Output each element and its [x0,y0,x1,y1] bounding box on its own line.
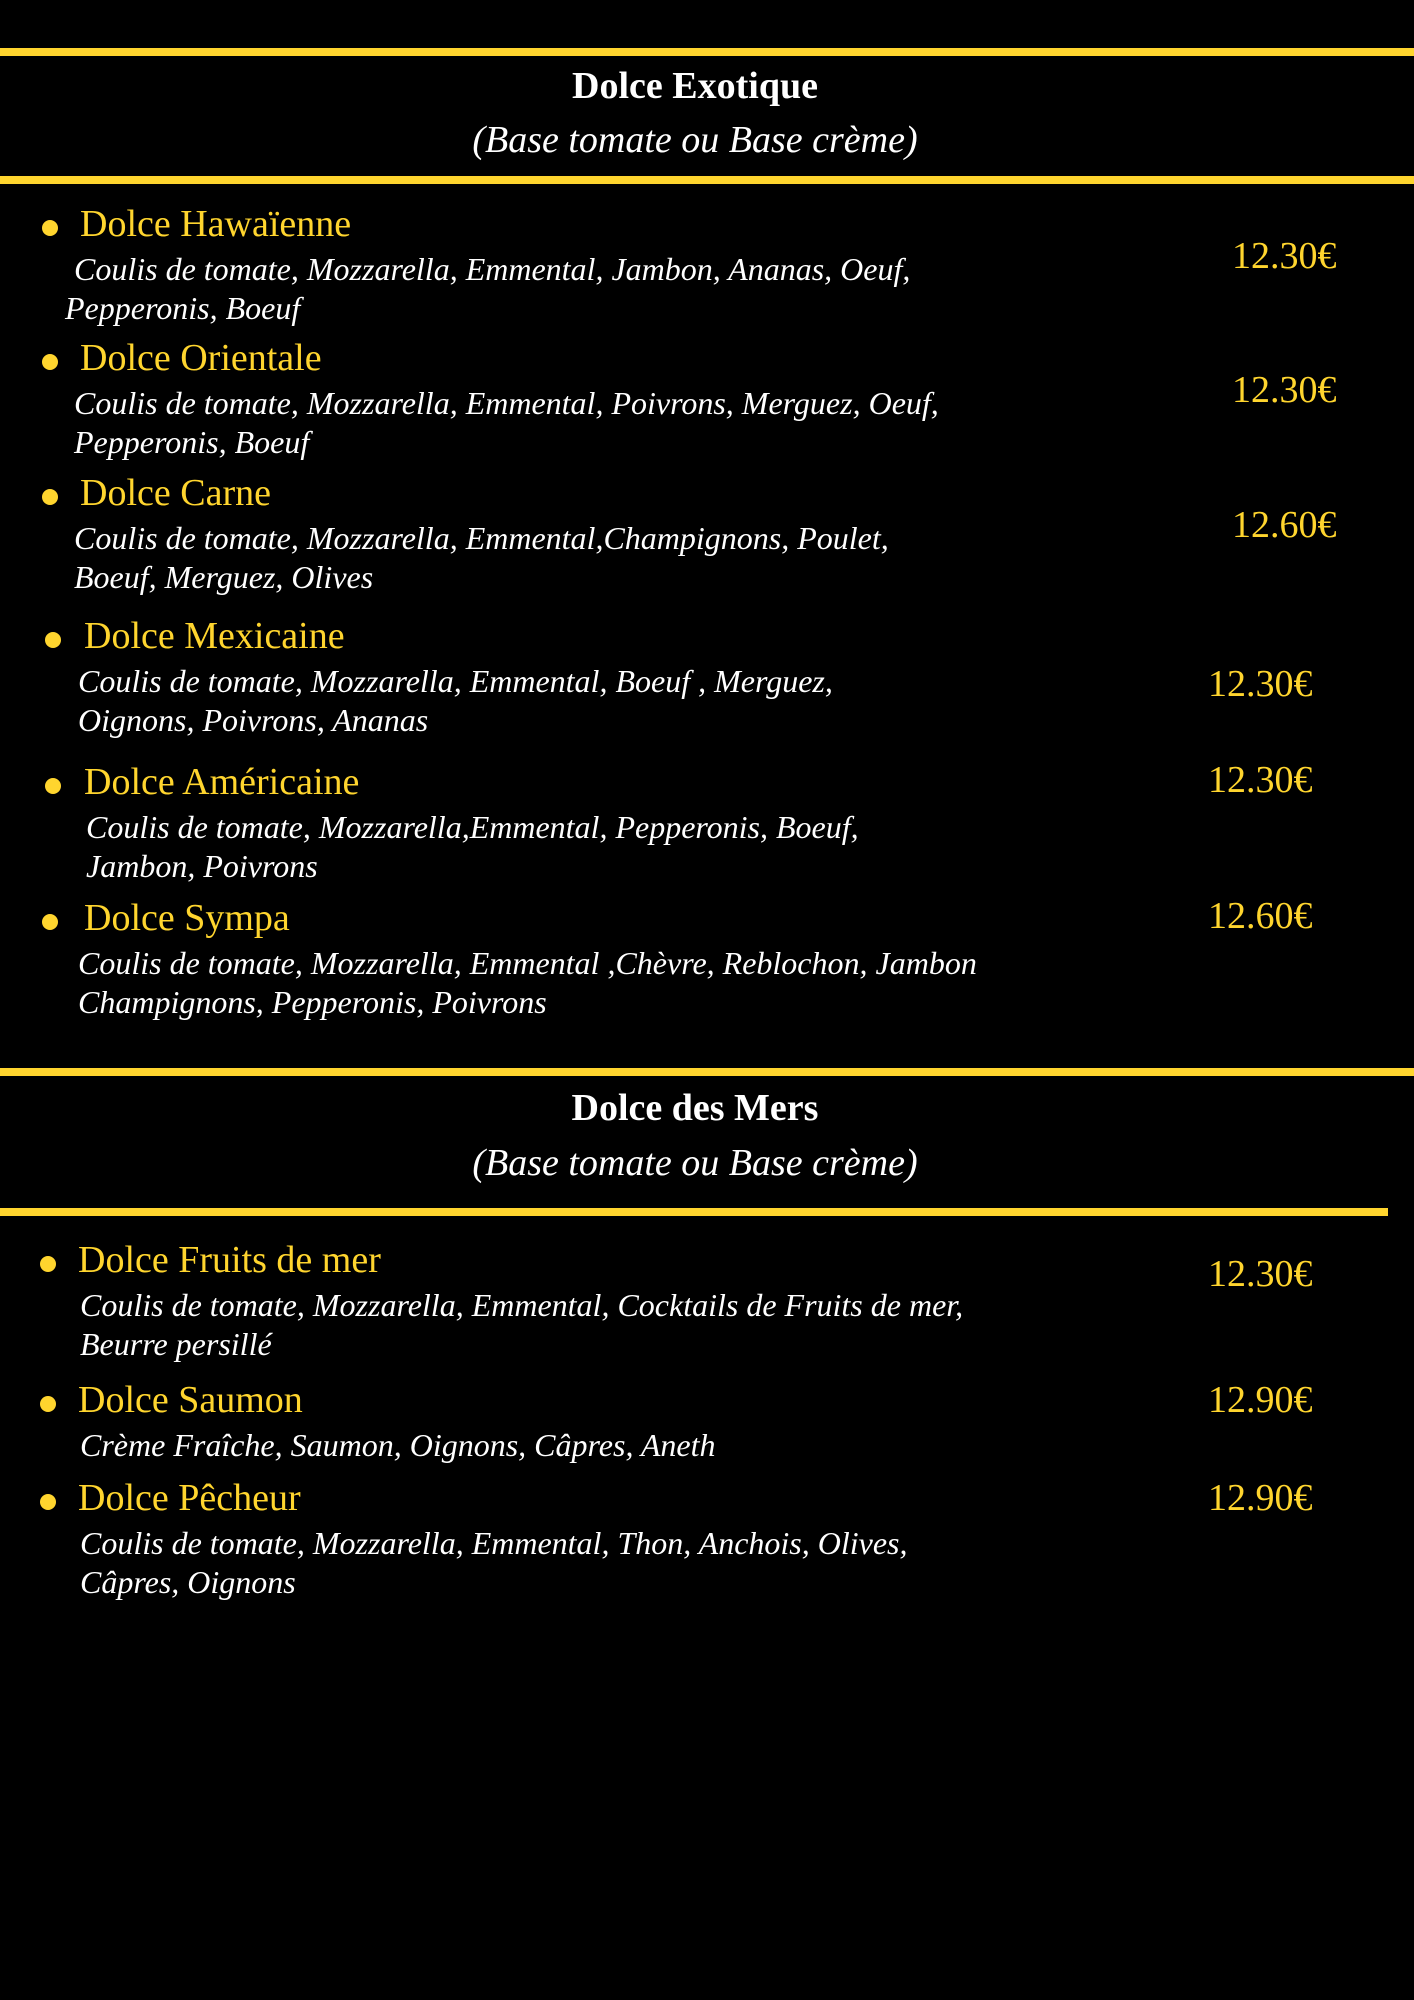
item-name: Dolce Hawaïenne [80,203,352,245]
item-name: Dolce Sympa [84,897,290,939]
item-name: Dolce Américaine [84,761,360,803]
bullet-icon [42,489,58,505]
item-description: Boeuf, Merguez, Olives [74,559,374,595]
bullet-icon [40,1256,56,1272]
bullet-icon [45,632,61,648]
item-description: Coulis de tomate, Mozzarella, Emmental, Poivrons, Merguez, Oeuf, [74,385,939,421]
section-divider-top [0,48,1414,56]
item-price: 12.30€ [1208,759,1313,801]
item-price: 12.30€ [1208,1253,1313,1295]
section-subtitle: (Base tomate ou Base crème) [472,119,918,161]
item-price: 12.90€ [1208,1477,1313,1519]
item-name: Dolce Pêcheur [78,1477,301,1519]
item-price: 12.30€ [1208,663,1313,705]
bullet-icon [42,220,58,236]
section-divider-bottom [0,176,1414,184]
section-divider-top [0,1068,1414,1076]
item-name: Dolce Fruits de mer [78,1239,381,1281]
item-description: Câpres, Oignons [80,1564,296,1600]
bullet-icon [40,1494,56,1510]
item-description: Coulis de tomate, Mozzarella, Emmental ,Chèvre, Reblochon, Jambon [78,945,977,981]
item-price: 12.60€ [1208,895,1313,937]
item-description: Coulis de tomate, Mozzarella,Emmental, Pepperonis, Boeuf, [86,809,859,845]
item-description: Jambon, Poivrons [86,848,318,884]
item-description: Pepperonis, Boeuf [65,290,301,326]
item-description: Champignons, Pepperonis, Poivrons [78,984,547,1020]
bullet-icon [45,778,61,794]
item-description: Beurre persillé [80,1326,272,1362]
bullet-icon [42,354,58,370]
item-description: Coulis de tomate, Mozzarella, Emmental, Thon, Anchois, Olives, [80,1525,908,1561]
item-description: Pepperonis, Boeuf [74,424,310,460]
item-price: 12.30€ [1232,369,1337,411]
item-name: Dolce Orientale [80,337,322,379]
item-description: Coulis de tomate, Mozzarella, Emmental,Champignons, Poulet, [74,520,889,556]
item-description: Coulis de tomate, Mozzarella, Emmental, Cocktails de Fruits de mer, [80,1287,964,1323]
bullet-icon [42,914,58,930]
item-price: 12.90€ [1208,1379,1313,1421]
item-name: Dolce Carne [80,472,271,514]
item-description: Oignons, Poivrons, Ananas [78,702,429,738]
item-price: 12.60€ [1232,504,1337,546]
item-description: Coulis de tomate, Mozzarella, Emmental, Boeuf , Merguez, [78,663,833,699]
item-description: Coulis de tomate, Mozzarella, Emmental, Jambon, Ananas, Oeuf, [74,251,911,287]
section-subtitle: (Base tomate ou Base crème) [472,1142,918,1184]
item-name: Dolce Saumon [78,1379,303,1421]
section-title: Dolce Exotique [572,65,818,107]
item-description: Crème Fraîche, Saumon, Oignons, Câpres, Aneth [80,1427,716,1463]
item-price: 12.30€ [1232,235,1337,277]
section-title: Dolce des Mers [571,1087,819,1129]
item-name: Dolce Mexicaine [84,615,345,657]
section-divider-bottom [0,1208,1388,1216]
bullet-icon [40,1396,56,1412]
